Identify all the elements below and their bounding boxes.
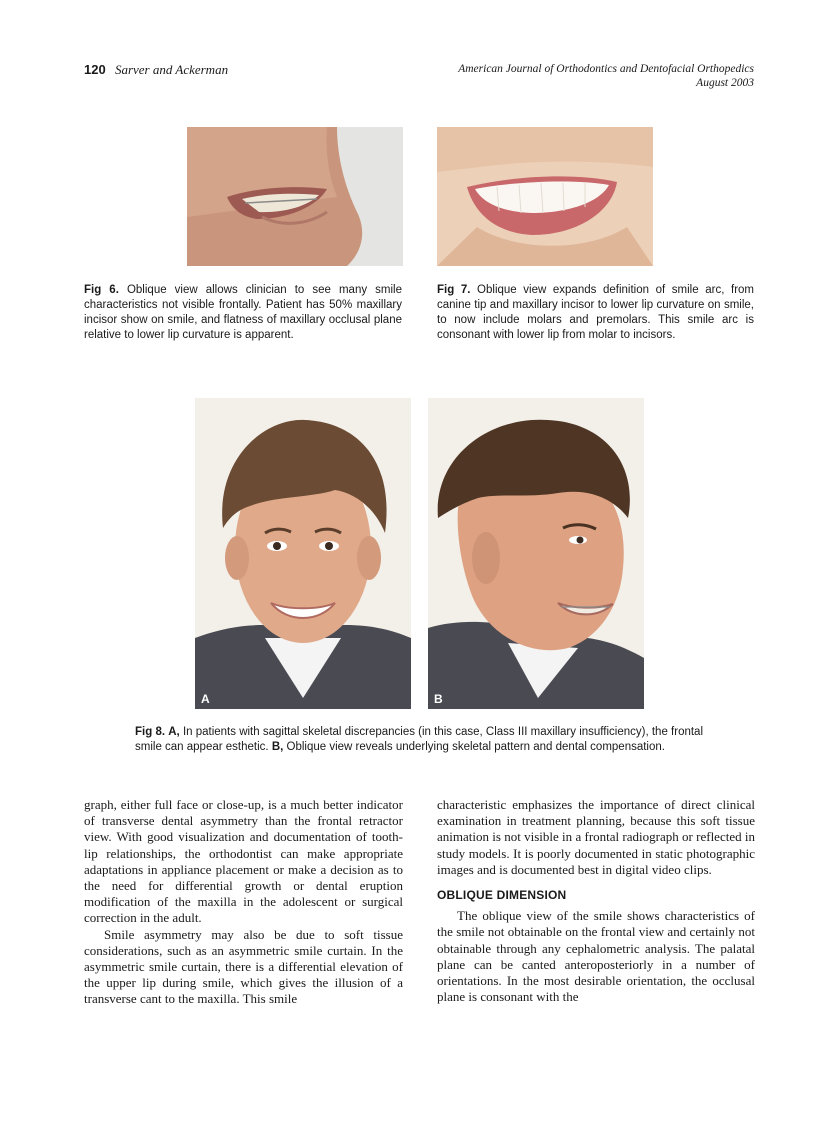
fig8-a-label: A, xyxy=(168,726,180,738)
fig6-photo xyxy=(187,127,403,266)
body-paragraph: Smile asymmetry may also be due to soft tissue considerations, such as an asymmetric smile curtain. In the asymmetric smile curtain, there is a differential elevation of the upper lip during smile, which gives the illusion of a transverse cant to the maxilla. This smile xyxy=(84,926,403,1007)
running-header-right xyxy=(458,62,754,90)
fig8-b-text: Oblique view reveals underlying skeletal pattern and dental compensation. xyxy=(286,741,665,753)
issue-date: August 2003 xyxy=(696,77,754,89)
fig8b-panel-label: B xyxy=(434,692,443,706)
fig8b-photo xyxy=(428,398,644,709)
section-heading: OBLIQUE DIMENSION xyxy=(437,888,567,903)
fig6-caption-text: Oblique view allows clinician to see many smile characteristics not visible frontally. Patient has 50% maxillary incisor show on smile, and flatness of maxillary occlusal plane relative to lower lip curvature is apparent. xyxy=(84,284,402,341)
fig7-photo xyxy=(437,127,653,266)
fig6-caption xyxy=(84,283,402,343)
fig6-label: Fig 6. xyxy=(84,284,119,296)
journal-title: American Journal of Orthodontics and Dentofacial Orthopedics xyxy=(458,63,754,75)
page-number: 120 xyxy=(84,62,106,77)
body-paragraph: The oblique view of the smile shows characteristics of the smile not obtainable on the frontal view and certainly not obtainable through any cephalometric analysis. The palatal plane can be canted anteroposteriorly in a number of orientations. In the most desirable orientation, the occlusal plane is consonant with the xyxy=(437,908,755,1005)
fig8-b-label: B, xyxy=(271,741,284,753)
fig7-label: Fig 7. xyxy=(437,284,471,296)
body-paragraph: graph, either full face or close-up, is a much better indicator of transverse dental asymmetry than the frontal retractor view. With good visualization and documentation of tooth-lip relationships, the orthodontist can make appropriate adaptations in appliance placement or make a decision as to the need for differential growth or dental eruption modification of the maxilla in the adolescent or surgical correction in the adult. xyxy=(84,797,403,926)
fig8-a-text: In patients with sagittal skeletal discrepancies (in this case, Class III maxillary insufficiency), the frontal smile can appear esthetic. xyxy=(135,726,704,753)
fig7-caption-text: Oblique view expands definition of smile arc, from canine tip and maxillary incisor to lower lip curvature on smile, to now include molars and premolars. This smile arc is consonant with lower lip from molar to incisors. xyxy=(437,284,754,341)
fig8-caption xyxy=(135,725,707,755)
running-authors: Sarver and Ackerman xyxy=(114,62,229,77)
fig8a-panel-label: A xyxy=(201,692,210,706)
running-header-left xyxy=(84,62,228,78)
body-right-column xyxy=(437,797,755,1005)
fig7-caption xyxy=(437,283,754,343)
fig8-label: Fig 8. xyxy=(135,726,166,738)
body-left-column xyxy=(84,797,403,1008)
fig8a-photo xyxy=(195,398,411,709)
body-paragraph: characteristic emphasizes the importance of direct clinical examination in treatment planning, because this soft tissue animation is not visible in a frontal radiograph or reflected in study models. It is poorly documented in static photographic images and is documented best in digital video clips. xyxy=(437,797,755,877)
